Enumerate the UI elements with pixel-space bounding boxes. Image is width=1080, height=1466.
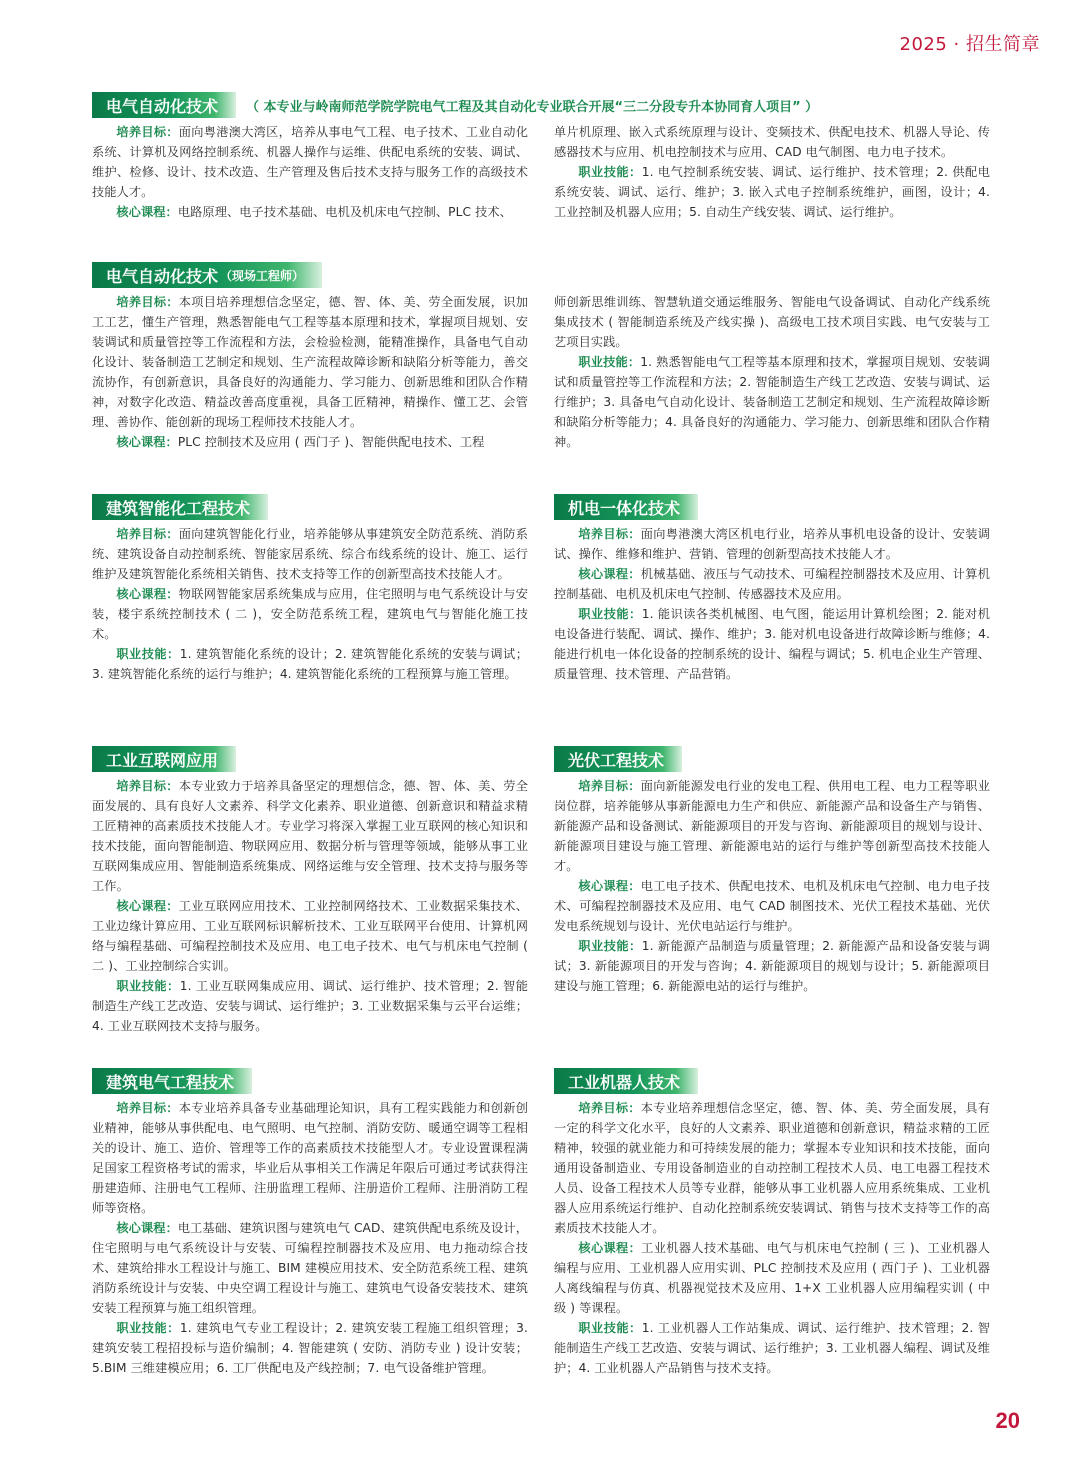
- paragraph-training-goal: 培养目标：本专业培养具备专业基础理论知识，具有工程实践能力和创新创业精神，能够从事供配电、电气照明、电气控制、消防安防、暖通空调等工程相关的设计、施工、造价、管理等工作的高素质技术技能型人才。专业设置课程满足国家工程资格考试的需求，毕业后从事相关工作满足年限后可通过考试获得注册建造师、注册电气工程师、注册监理工程师、注册造价工程师、注册消防工程师等资格。: [92, 1101, 529, 1215]
- left-column: [92, 1098, 528, 1378]
- paragraph-training-goal: 培养目标：本项目培养理想信念坚定，德、智、体、美、劳全面发展，识加工工艺，懂生产管理，熟悉智能电气工程等基本原理和技术，掌握项目规划、安装调试和质量管控等工作流程和方法，会检验检测，能精准操作，具备电气自动化设计、装备制造工艺制定和规划、生产流程故障诊断和缺陷分析等能力，善交流协作，有创新意识，具备良好的沟通能力、学习能力、创新思维和团队合作精神，对数字化改造、精益改善高度重视，具备工匠精神，精操作、懂工艺、会管理、善协作、能创新的现场工程师技术技能人才。: [92, 295, 529, 429]
- label-core-courses: 核心课程：: [578, 567, 641, 581]
- paragraph-career-skills: 职业技能：1. 熟悉智能电气工程等基本原理和技术，掌握项目规划、安装调试和质量管控等工作流程和方法；2. 智能制造生产线工艺改造、安装与调试、运行维护；3. 具备电气自动化设计、装备制造工艺制定和规划、生产流程故障诊断和缺陷分析等能力；4. 具备良好的沟通能力、学习能力、创新思维和团队合作精神。: [554, 355, 990, 449]
- paragraph-training-goal: 培养目标：本专业致力于培养具备坚定的理想信念，德、智、体、美、劳全面发展的、具有良好人文素养、科学文化素养、职业道德、创新意识和精益求精工匠精神的高素质技术技能人才。专业学习将深入掌握工业互联网的核心知识和技术技能，面向智能制造、物联网应用、数据分析与管理等领域，能够从事工业互联网集成应用、智能制造系统集成、网络运维与安全管理、技术支持与服务等工作。: [92, 779, 529, 893]
- paragraph-core-courses: 核心课程：PLC 控制技术及应用 ( 西门子 )、智能供配电技术、工程: [116, 435, 485, 449]
- section-note: （ 本专业与岭南师范学院学院电气工程及其自动化专业联合开展“三二分段专升本协同育人项目” ）: [246, 99, 819, 115]
- label-training-goal: 培养目标：: [116, 295, 179, 309]
- right-column: [554, 524, 990, 684]
- paragraph-training-goal: 培养目标：面向粤港澳大湾区，培养从事电气工程、电子技术、工业自动化系统、计算机及网络控制系统、机器人操作与运维、供配电系统的安装、调试、维护、检修、设计、技术改造、生产管理及售后技术支持与服务工作的高级技术技能人才。: [92, 125, 529, 199]
- left-column: [92, 292, 528, 452]
- label-core-courses: 核心课程：: [578, 879, 641, 893]
- label-core-courses: 核心课程：: [116, 205, 178, 219]
- paragraph-core-courses: 核心课程：机械基础、液压与气动技术、可编程控制器技术及应用、计算机控制基础、电机及机床电气控制、传感器技术及应用。: [554, 567, 991, 601]
- paragraph-core-courses-continued: 师创新思维训练、智慧轨道交通运维服务、智能电气设备调试、自动化产线系统集成技术 ( 智能制造系统及产线实操 )、高级电工技术项目实践、电气安装与工艺项目实践。: [554, 295, 990, 349]
- label-core-courses: 核心课程：: [116, 435, 178, 449]
- label-training-goal: 培养目标：: [578, 527, 641, 541]
- section-title-photovoltaic: 光伏工程技术: [554, 746, 682, 772]
- section-title: 电气自动化技术: [92, 92, 236, 118]
- paragraph-career-skills: 职业技能：1. 工业机器人工作站集成、调试、运行维护、技术管理；2. 智能制造生产线工艺改造、安装与调试、运行维护；3. 工业机器人编程、调试及维护；4. 工业机器人产品销售与技术支持。: [554, 1321, 991, 1375]
- paragraph-career-skills: 职业技能：1. 电气控制系统安装、调试、运行维护、技术管理；2. 供配电系统安装、调试、运行、维护；3. 嵌入式电子控制系统维护，画图，设计；4. 工业控制及机器人应用；5. 自动生产线安装、调试、运行维护。: [554, 165, 991, 219]
- label-core-courses: 核心课程：: [116, 899, 179, 913]
- label-career-skills: 职业技能：: [578, 1321, 642, 1335]
- paragraph-career-skills: 职业技能：1. 建筑智能化系统的设计；2. 建筑智能化系统的安装与调试；3. 建筑智能化系统的运行与维护；4. 建筑智能化系统的工程预算与施工管理。: [92, 647, 529, 681]
- right-column: [554, 122, 990, 222]
- paragraph-career-skills: 职业技能：1. 建筑电气专业工程设计；2. 建筑安装工程施工组织管理；3. 建筑安装工程招投标与造价编制；4. 智能建筑 ( 安防、消防专业 ) 设计安装；5.BIM 三维建模应用；6. 工厂供配电及产线控制；7. 电气设备维护管理。: [92, 1321, 528, 1375]
- paragraph-training-goal: 培养目标：面向建筑智能化行业，培养能够从事建筑安全防范系统、消防系统、建筑设备自动控制系统、智能家居系统、综合布线系统的设计、施工、运行维护及建筑智能化系统相关销售、技术支持等工作的创新型高技术技能人才。: [92, 527, 529, 581]
- section-title-mechatronics: 机电一体化技术: [554, 494, 698, 520]
- right-column: [554, 1098, 990, 1378]
- label-career-skills: 职业技能：: [578, 607, 642, 621]
- section-title-sub: （现场工程师）: [220, 268, 305, 283]
- paragraph-training-goal: 培养目标：本专业培养理想信念坚定，德、智、体、美、劳全面发展，具有一定的科学文化水平，良好的人文素养、职业道德和创新意识，精益求精的工匠精神，较强的就业能力和可持续发展的能力；掌握本专业知识和技术技能，面向通用设备制造业、专用设备制造业的自动控制工程技术人员、电工电器工程技术人员、设备工程技术人员等专业群，能够从事工业机器人应用系统集成、工业机器人应用系统运行维护、自动化控制系统安装调试、销售与技术支持等工作的高素质技术技能人才。: [554, 1101, 991, 1235]
- section-title-row-right: [554, 494, 698, 520]
- left-column: [92, 776, 528, 1036]
- paragraph-core-courses: 核心课程：电工基础、建筑识图与建筑电气 CAD、建筑供配电系统及设计，住宅照明与电气系统设计与安装、可编程控制器技术及应用、电力拖动综合技术、建筑给排水工程设计与施工、BIM 建模应用技术、安全防范系统工程、建筑消防系统设计与安装、中央空调工程设计与施工、建筑电气设备安装技术、建筑安装工程预算与施工组织管理。: [92, 1221, 528, 1315]
- label-career-skills: 职业技能：: [578, 355, 641, 369]
- label-career-skills: 职业技能：: [116, 647, 180, 661]
- section-title: 建筑电气工程技术: [92, 1068, 252, 1094]
- brochure-header-title: 2025 · 招生简章: [899, 34, 1040, 55]
- label-career-skills: 职业技能：: [116, 979, 180, 993]
- left-column: [92, 122, 528, 222]
- section-title-row: [92, 1068, 252, 1094]
- section-title-row-right: [554, 746, 682, 772]
- section-title-industrial-robot: 工业机器人技术: [554, 1068, 698, 1094]
- section-title-row: [92, 92, 818, 118]
- label-core-courses: 核心课程：: [116, 587, 179, 601]
- label-core-courses: 核心课程：: [116, 1221, 178, 1235]
- paragraph-core-courses: 核心课程：物联网智能家居系统集成与应用，住宅照明与电气系统设计与安装，楼宇系统控制技术 ( 二 )，安全防范系统工程，建筑电气与智能化施工技术。: [92, 587, 529, 641]
- label-career-skills: 职业技能：: [116, 1321, 180, 1335]
- paragraph-training-goal: 培养目标：面向新能源发电行业的发电工程、供用电工程、电力工程等职业岗位群，培养能够从事新能源电力生产和供应、新能源产品和设备生产与销售、新能源产品和设备测试、新能源项目的开发与咨询、新能源项目的规划与设计、新能源项目建设与施工管理、新能源电站的运行与维护等创新型高技术技能人才。: [554, 779, 991, 873]
- section-title-row: [92, 746, 236, 772]
- left-column: [92, 524, 528, 684]
- label-training-goal: 培养目标：: [116, 125, 179, 139]
- label-core-courses: 核心课程：: [578, 1241, 642, 1255]
- right-column: [554, 292, 990, 452]
- label-training-goal: 培养目标：: [578, 1101, 641, 1115]
- paragraph-career-skills: 职业技能：1. 能识读各类机械图、电气图，能运用计算机绘图；2. 能对机电设备进行装配、调试、操作、维护；3. 能对机电设备进行故障诊断与维修；4. 能进行机电一体化设备的控制系统的设计、编程与调试；5. 机电企业生产管理、质量管理、技术管理、产品营销。: [554, 607, 991, 681]
- section-title-row: [92, 262, 322, 288]
- paragraph-core-courses: 核心课程：工业机器人技术基础、电气与机床电气控制 ( 三 )、工业机器人编程与应用、工业机器人应用实训、PLC 控制技术及应用 ( 西门子 )、工业机器人离线编程与仿真、机器视觉技术及应用、1+X 工业机器人应用编程实训 ( 中级 ) 等课程。: [554, 1241, 991, 1315]
- section-title: 建筑智能化工程技术: [92, 494, 268, 520]
- label-career-skills: 职业技能：: [578, 165, 642, 179]
- label-training-goal: 培养目标：: [578, 779, 641, 793]
- paragraph-training-goal: 培养目标：面向粤港澳大湾区机电行业，培养从事机电设备的设计、安装调试、操作、维修和维护、营销、管理的创新型高技术技能人才。: [554, 527, 991, 561]
- paragraph-core-courses-continued: 单片机原理、嵌入式系统原理与设计、变频技术、供配电技术、机器人导论、传感器技术与应用、机电控制技术与应用、CAD 电气制图、电力电子技术。: [554, 125, 990, 159]
- label-training-goal: 培养目标：: [116, 1101, 179, 1115]
- page-number: 20: [995, 1408, 1020, 1433]
- paragraph-career-skills: 职业技能：1. 工业互联网集成应用、调试、运行维护、技术管理；2. 智能制造生产线工艺改造、安装与调试、运行维护；3. 工业数据采集与云平台运维；4. 工业互联网技术支持与服务。: [92, 979, 529, 1033]
- section-title-row-right: [554, 1068, 698, 1094]
- section-title: 电气自动化技术 （现场工程师）: [92, 262, 322, 288]
- right-column: [554, 776, 990, 996]
- paragraph-core-courses: 核心课程：电路原理、电子技术基础、电机及机床电气控制、PLC 技术、: [116, 205, 512, 219]
- paragraph-core-courses: 核心课程：工业互联网应用技术、工业控制网络技术、工业数据采集技术、工业边缘计算应用、工业互联网标识解析技术、工业互联网平台使用、计算机网络与编程基础、可编程控制技术及应用、电工电子技术、电气与机床电气控制 ( 二 )、工业控制综合实训。: [92, 899, 529, 973]
- paragraph-career-skills: 职业技能：1. 新能源产品制造与质量管理；2. 新能源产品和设备安装与调试；3. 新能源项目的开发与咨询；4. 新能源项目的规划与设计；5. 新能源项目建设与施工管理；6. 新能源电站的运行与维护。: [554, 939, 991, 993]
- label-career-skills: 职业技能：: [578, 939, 642, 953]
- section-title-row: [92, 494, 268, 520]
- label-training-goal: 培养目标：: [116, 527, 179, 541]
- section-title: 工业互联网应用: [92, 746, 236, 772]
- paragraph-core-courses: 核心课程：电工电子技术、供配电技术、电机及机床电气控制、电力电子技术、可编程控制器技术及应用、电气 CAD 制图技术、光伏工程技术基础、光伏发电系统规划与设计、光伏电站运行与维护。: [554, 879, 991, 933]
- label-training-goal: 培养目标：: [116, 779, 179, 793]
